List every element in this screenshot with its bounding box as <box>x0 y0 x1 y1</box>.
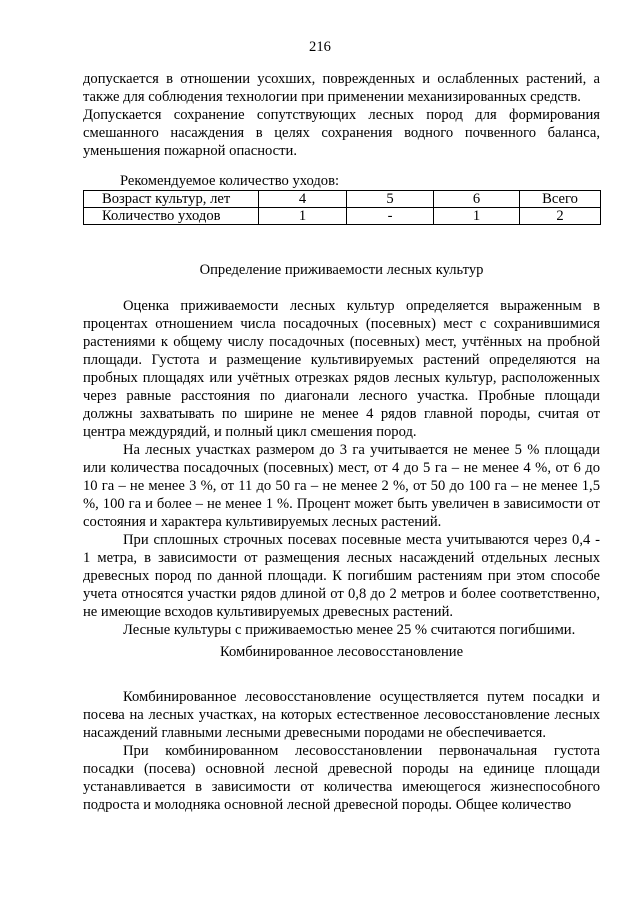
section-combined-body <box>83 688 600 814</box>
intro-paragraph-2: Допускается сохранение сопутствующих лесных пород для формирования смешанного насаждения в целях сохранения водного почвенного баланса, уменьшения пожарной опасности. <box>83 107 600 159</box>
intro-text <box>83 70 600 160</box>
care-visits-table <box>83 190 601 225</box>
table-cell: - <box>347 208 434 225</box>
table-caption: Рекомендуемое количество уходов: <box>120 173 340 189</box>
table-cell: 6 <box>434 191 520 208</box>
paragraph: При сплошных строчных посевах посевные места учитываются через 0,4 - 1 метра, в зависимости от размещения лесных насаждений отдельных лесных древесных пород по данной площади. К погибшим растениям при этом способе учета относятся участки рядов длиной от 0,8 до 2 метров и более соответственно, не имеющие всходов культивируемых древесных растений. <box>83 532 600 620</box>
section-survival-body <box>83 297 600 639</box>
table-cell: 1 <box>259 208 347 225</box>
paragraph: Комбинированное лесовосстановление осуществляется путем посадки и посева на лесных участках, на которых естественное лесовосстановление лесных насаждений главными лесными древесными породами не обеспечивается. <box>83 689 600 741</box>
paragraph: При комбинированном лесовосстановлении первоначальная густота посадки (посева) основной лесной древесной породы на единице площади устанавливается в зависимости от количества имеющегося жизнеспособного подроста и молодняка основной лесной древесной породы. Общее количество <box>83 743 600 813</box>
paragraph: Оценка приживаемости лесных культур определяется выраженным в процентах отношением числа посадочных (посевных) мест с сохранившимися растениями к общему числу посадочных (посевных) мест, учтённых на пробной площади. Густота и размещение культивируемых растений определяются на пробных площадях или учётных отрезках рядов лесных культур, расположенных через равные расстояния по диагонали лесного участка. Пробные площади должны захватывать по ширине не менее 4 рядов главной породы, считая от центра междурядий, и полный цикл смешения пород. <box>83 298 600 440</box>
table-row <box>84 208 601 225</box>
table-cell: 5 <box>347 191 434 208</box>
table-cell: Количество уходов <box>84 208 259 225</box>
table-cell: Всего <box>520 191 601 208</box>
table-cell: 4 <box>259 191 347 208</box>
paragraph: Лесные культуры с приживаемостью менее 25 % считаются погибшими. <box>123 622 576 638</box>
intro-paragraph-1: допускается в отношении усохших, поврежденных и ослабленных растений, а также для соблюдения технологии при применении механизированных средств. <box>83 71 600 105</box>
page-number: 216 <box>309 39 331 55</box>
table-cell: 1 <box>434 208 520 225</box>
paragraph: На лесных участках размером до 3 га учитывается не менее 5 % площади или количества посадочных (посевных) мест, от 4 до 5 га – не менее 4 %, от 6 до 10 га – не менее 3 %, от 11 до 50 га – не менее 2 %, от 50 до 100 га – не менее 1,5 %, 100 га и более – не менее 1 %. Процент может быть увеличен в зависимости от состояния и характера культивируемых лесных растений. <box>83 442 600 530</box>
table-cell: 2 <box>520 208 601 225</box>
table-header-row <box>84 191 601 208</box>
table-cell: Возраст культур, лет <box>84 191 259 208</box>
section-title-combined: Комбинированное лесовосстановление <box>219 644 464 660</box>
section-title-survival: Определение приживаемости лесных культур <box>199 262 484 278</box>
